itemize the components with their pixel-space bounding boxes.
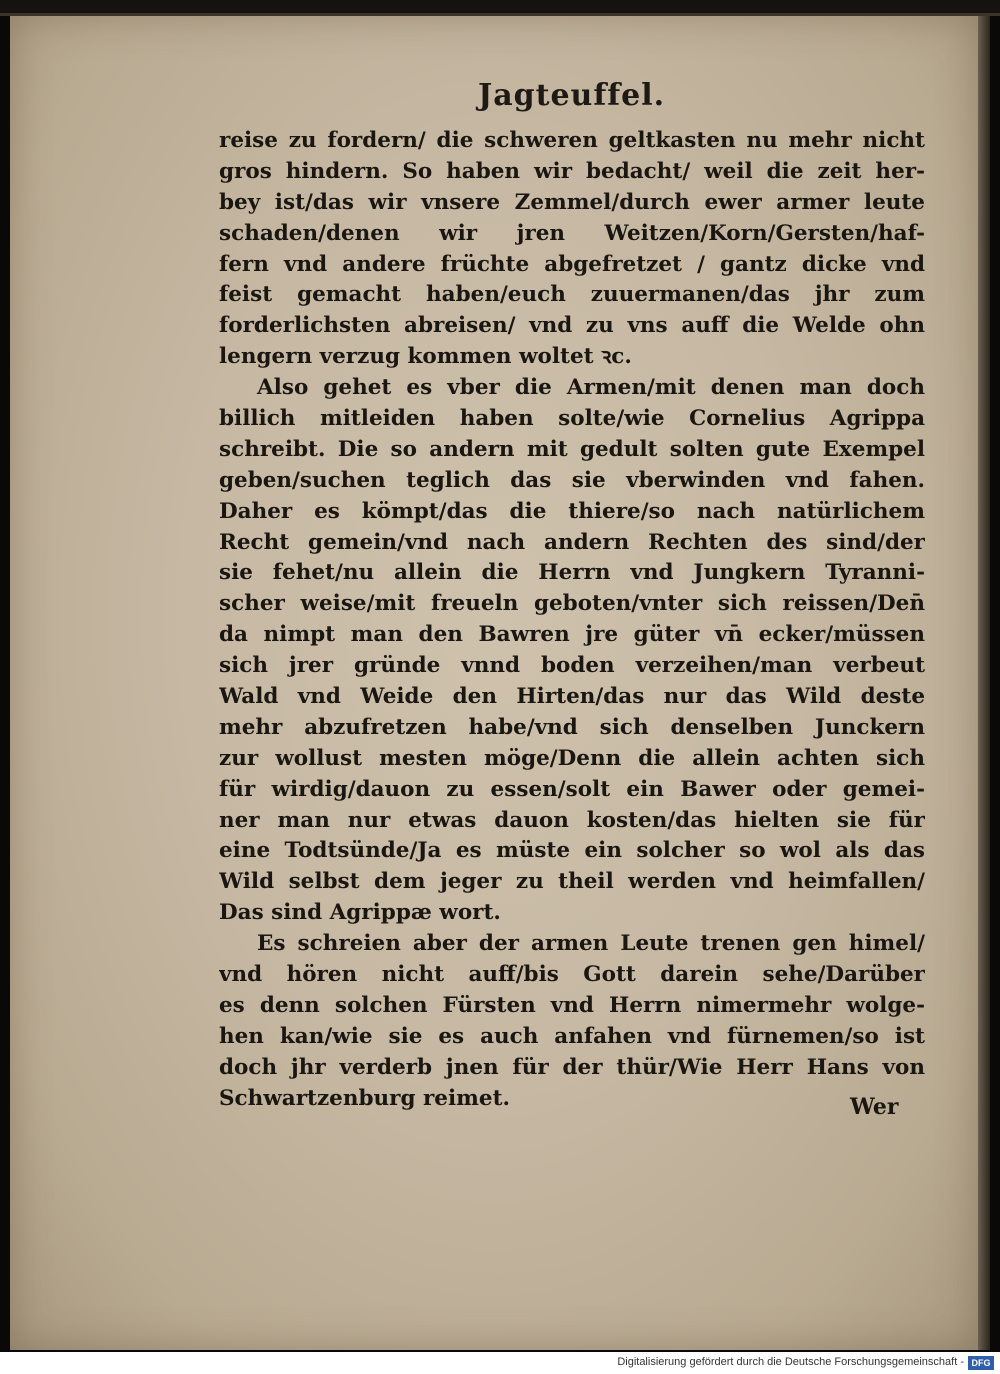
text-line: scher weise/mit freueln geboten/vnter sich reissen/Den̄ [219, 591, 925, 617]
text-line: eine Todtsünde/Ja es müste ein solcher so wol als das [219, 838, 925, 864]
dfg-logo: DFG [968, 1356, 994, 1370]
text-line: gros hindern. So haben wir bedacht/ weil die zeit her- [219, 158, 925, 184]
text-line: für wirdig/dauon zu essen/solt ein Bawer oder gemei- [219, 776, 925, 802]
text-line: Das sind Agrippæ wort. [219, 900, 501, 926]
text-line: hen kan/wie sie es auch anfahen vnd fürnemen/so ist [219, 1023, 925, 1049]
text-line: zur wollust mesten möge/Denn die allein achten sich [219, 745, 925, 771]
text-line: es denn solchen Fürsten vnd Herrn nimermehr wolge- [219, 992, 925, 1018]
text-line: Wild selbst dem jeger zu theil werden vnd heimfallen/ [219, 869, 925, 895]
running-head: Jagteuffel. [478, 78, 666, 113]
text-line: bey ist/das wir vnsere Zemmel/durch ewer armer leute [219, 189, 925, 215]
text-line: ner man nur etwas dauon kosten/das hielten sie für [219, 807, 925, 833]
text-line: billich mitleiden haben solte/wie Cornelius Agrippa [219, 406, 925, 432]
text-line: Recht gemein/vnd nach andern Rechten des sind/der [219, 529, 925, 555]
text-line: sie fehet/nu allein die Herrn vnd Jungkern Tyranni- [219, 560, 925, 586]
text-line: doch jhr verderb jnen für der thür/Wie Herr Hans von [219, 1054, 925, 1080]
catchword: Wer [850, 1094, 899, 1120]
text-line: geben/suchen teglich das sie vberwinden vnd fahen. [219, 467, 925, 493]
text-line: schreibt. Die so andern mit gedult solten gute Exempel [219, 436, 925, 462]
text-line: mehr abzufretzen habe/vnd sich denselben Junckern [219, 714, 925, 740]
page-edge [978, 16, 990, 1350]
footer-bar [0, 1352, 1000, 1374]
text-line: forderlichsten abreisen/ vnd zu vns auff die Welde ohn [219, 313, 925, 339]
text-line: schaden/denen wir jren Weitzen/Korn/Gersten/haf- [219, 220, 925, 246]
body-text [219, 126, 925, 1115]
text-line: feist gemacht haben/euch zuuermanen/das jhr zum [219, 282, 925, 308]
text-line: Schwartzenburg reimet. [219, 1085, 510, 1111]
text-line: Wald vnd Weide den Hirten/das nur das Wild deste [219, 684, 925, 710]
text-line: fern vnd andere früchte abgefretzet / gantz dicke vnd [219, 251, 925, 277]
text-line: reise zu fordern/ die schweren geltkasten nu mehr nicht [219, 128, 925, 153]
text-line: lengern verzug kommen woltet ꝛc. [219, 344, 632, 370]
text-line: Also gehet es vber die Armen/mit denen man doch [257, 375, 925, 401]
scanner-top-strip [0, 0, 1000, 16]
text-line: Es schreien aber der armen Leute trenen gen himel/ [257, 931, 925, 957]
text-line: Daher es kömpt/das die thiere/so nach natürlichem [219, 498, 925, 524]
text-line: sich jrer gründe vnnd boden verzeihen/man verbeut [219, 653, 925, 679]
text-line: vnd hören nicht auff/bis Gott darein sehe/Darüber [219, 962, 925, 988]
footer-credit: Digitalisierung gefördert durch die Deutsche Forschungsgemeinschaft - [617, 1356, 964, 1368]
text-line: da nimpt man den Bawren jre güter vn̄ ecker/müssen [219, 622, 925, 648]
